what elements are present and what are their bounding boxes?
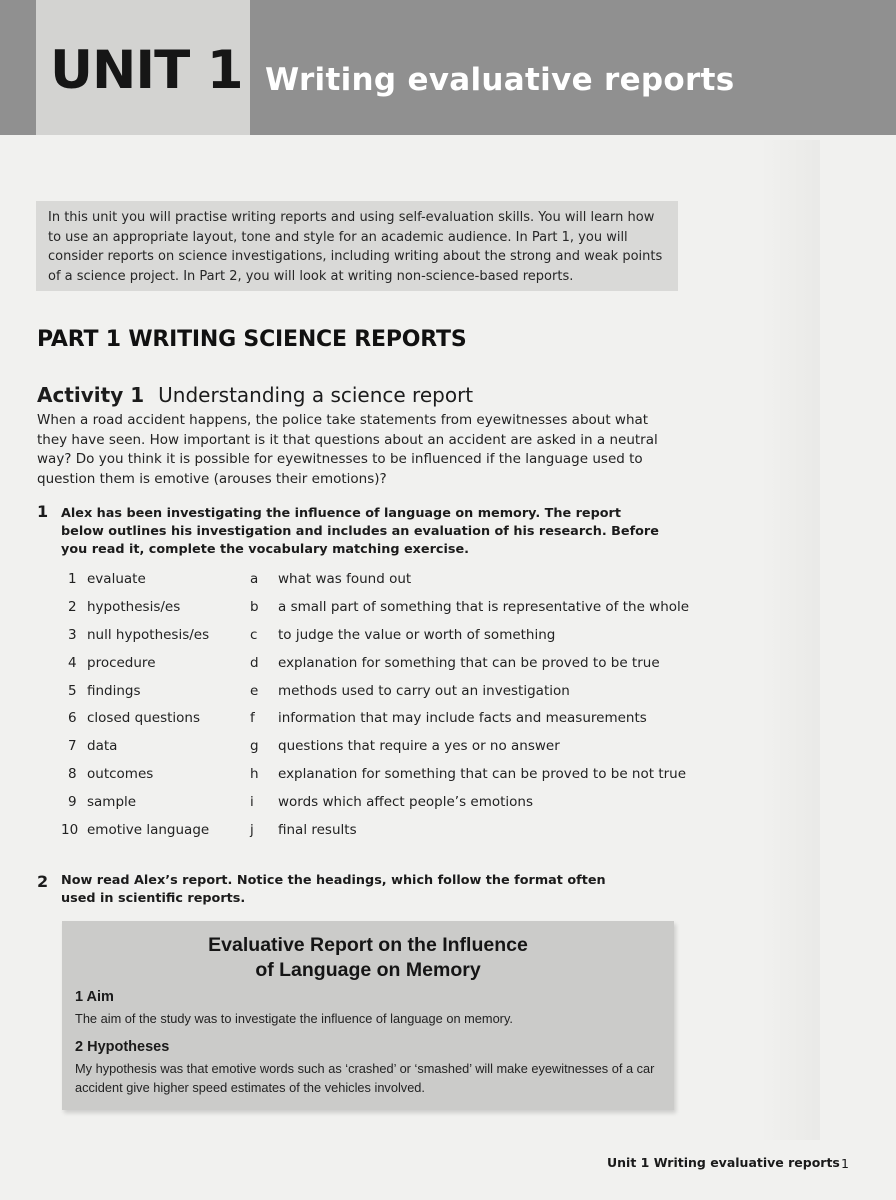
vocab-row [68, 650, 688, 678]
part-heading: PART 1 WRITING SCIENCE REPORTS [37, 327, 467, 352]
vocab-definition: words which affect people’s emotions [278, 794, 533, 811]
vocab-definition: information that may include facts and measurements [278, 710, 647, 727]
vocab-row [68, 678, 688, 706]
vocab-letter: g [250, 738, 259, 755]
vocab-term: null hypothesis/es [87, 626, 210, 643]
vocab-definition: explanation for something that can be proved to be true [278, 654, 660, 671]
report-aim-text: The aim of the study was to investigate the influence of language on memory. [75, 1011, 513, 1026]
vocab-number: 10 [61, 822, 79, 839]
vocab-letter: e [250, 682, 259, 699]
footer-unit: Unit 1 [607, 1155, 650, 1170]
vocab-number: 7 [68, 738, 77, 755]
vocab-number: 3 [68, 626, 77, 643]
vocab-definition: final results [278, 822, 357, 839]
vocab-letter: f [250, 710, 255, 727]
vocab-term: hypothesis/es [87, 598, 181, 615]
report-hypotheses-heading: 2 Hypotheses [75, 1039, 170, 1055]
vocab-definition: to judge the value or worth of something [278, 626, 556, 643]
vocab-row [68, 566, 688, 594]
unit-label: UNIT 1 [50, 40, 243, 101]
vocab-definition: explanation for something that can be proved to be not true [278, 766, 687, 783]
vocab-term: closed questions [87, 710, 200, 727]
report-box [62, 921, 674, 1110]
vocab-letter: a [250, 571, 259, 587]
vocab-term: findings [87, 682, 141, 699]
activity-title: Understanding a science report [158, 383, 474, 407]
activity-number: Activity 1 [37, 383, 145, 407]
vocab-letter: c [250, 626, 258, 643]
vocab-number: 1 [68, 571, 77, 587]
intro-text: In this unit you will practise writing reports and using self-evaluation skills. You will learn how to use an appropriate layout, tone and style for an academic audience. In Part 1, you will consider reports on science investigations, including writing about the strong and weak points of a science project. In Part 2, you will look at writing non-science-based reports. [48, 210, 663, 284]
vocab-definition: methods used to carry out an investigation [278, 682, 570, 699]
report-title-line: of Language on Memory [255, 959, 481, 981]
vocab-definition: questions that require a yes or no answer [278, 738, 560, 755]
running-footer [607, 1155, 840, 1170]
vocab-row [68, 705, 688, 733]
question-text: Alex has been investigating the influence of language on memory. The report below outlines his investigation and includes an evaluation of his research. Before you read it, complete the vocabulary matching exercise. [61, 506, 659, 557]
vocab-number: 9 [68, 794, 77, 811]
report-title [62, 933, 674, 983]
vocab-term: evaluate [87, 571, 146, 587]
vocab-row [68, 761, 688, 789]
vocab-number: 2 [68, 598, 77, 615]
vocab-number: 6 [68, 710, 77, 727]
vocab-term: procedure [87, 654, 156, 671]
page-bleed-shadow [760, 140, 820, 1140]
intro-box [36, 201, 678, 291]
vocab-number: 5 [68, 682, 77, 699]
vocab-term: emotive language [87, 822, 210, 839]
question-text: Now read Alex’s report. Notice the headings, which follow the format often used in scientific reports. [61, 873, 606, 906]
report-hypotheses-text: My hypothesis was that emotive words such as ‘crashed’ or ‘smashed’ will make eyewitnesses of a car accident give higher speed estimates of the vehicles involved. [75, 1061, 655, 1095]
vocab-term: data [87, 738, 118, 755]
footer-title: Writing evaluative reports [653, 1155, 840, 1170]
vocab-matching-list [61, 566, 690, 845]
report-title-line: Evaluative Report on the Influence [208, 934, 528, 956]
vocab-row [68, 733, 688, 761]
activity-heading [37, 383, 473, 407]
vocab-letter: b [250, 598, 259, 615]
vocab-number: 4 [68, 654, 77, 671]
vocab-definition: a small part of something that is representative of the whole [278, 598, 690, 615]
vocab-row [68, 789, 688, 817]
page-number: 1 [841, 1156, 849, 1171]
vocab-row [68, 594, 688, 622]
question-number: 1 [37, 502, 49, 521]
vocab-letter: h [250, 766, 259, 783]
vocab-definition: what was found out [278, 571, 412, 587]
report-aim-heading: 1 Aim [75, 989, 114, 1005]
activity-intro: When a road accident happens, the police take statements from eyewitnesses about what they have seen. How important is it that questions about an accident are asked in a neutral way? Do you think it is possible for eyewitnesses to be influenced if the language used to question them is emotive (arouses their emotions)? [37, 412, 658, 487]
vocab-term: sample [87, 794, 137, 811]
vocab-letter: i [250, 794, 254, 811]
vocab-row [68, 622, 688, 650]
vocab-letter: d [250, 654, 259, 671]
vocab-letter: j [250, 822, 254, 839]
vocab-number: 8 [68, 766, 77, 783]
question-number: 2 [37, 872, 49, 891]
vocab-row [61, 817, 688, 845]
unit-title: Writing evaluative reports [265, 62, 735, 98]
vocab-term: outcomes [87, 766, 154, 783]
